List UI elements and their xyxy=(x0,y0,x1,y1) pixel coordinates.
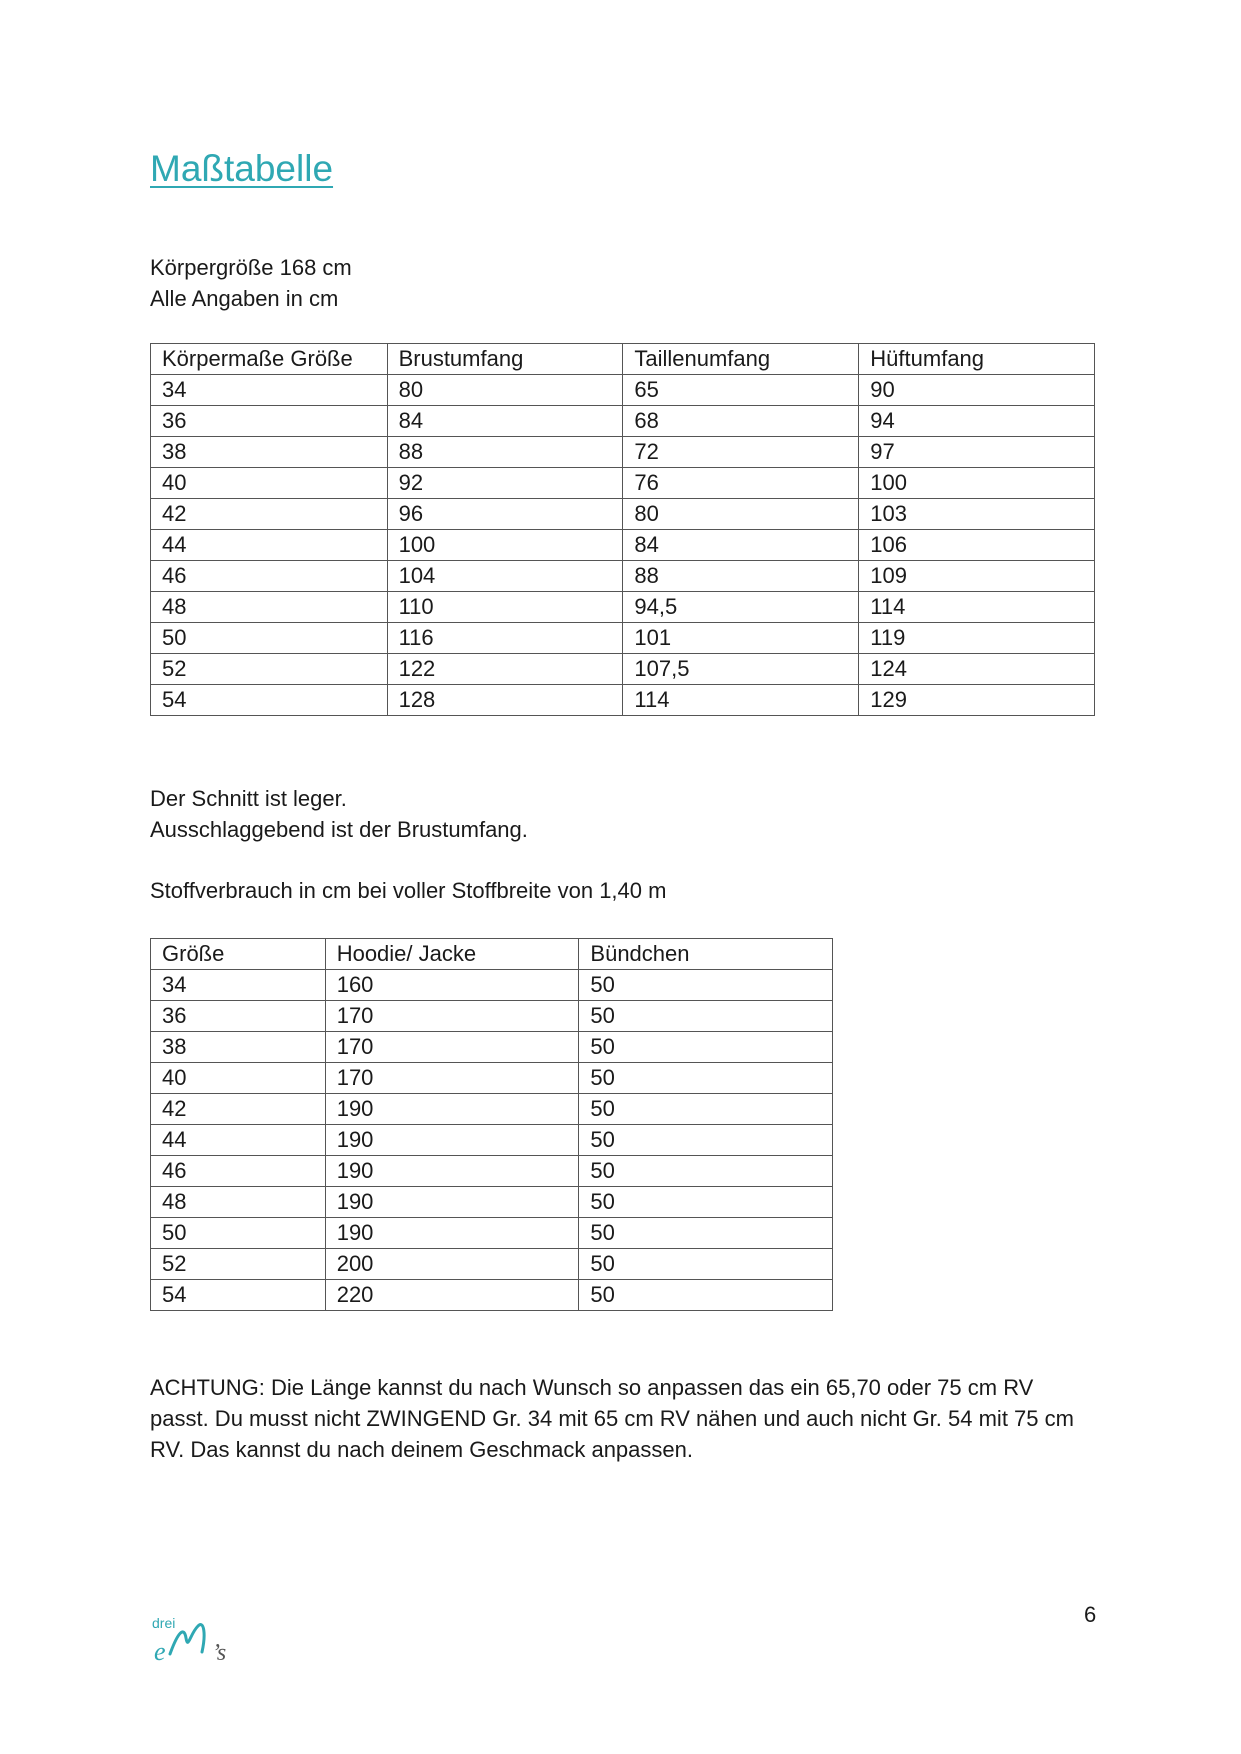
table-cell: 50 xyxy=(579,1280,833,1311)
measurement-table xyxy=(150,343,1095,716)
table-cell: 94 xyxy=(859,406,1095,437)
table-cell: 46 xyxy=(151,1156,326,1187)
table-cell: 50 xyxy=(151,623,388,654)
page-title: Maßtabelle xyxy=(150,148,334,189)
table-row xyxy=(151,1249,833,1280)
table-cell: 190 xyxy=(325,1125,579,1156)
table-cell: 36 xyxy=(151,406,388,437)
table-cell: 54 xyxy=(151,1280,326,1311)
table-header-cell: Taillenumfang xyxy=(623,344,859,375)
table-cell: 40 xyxy=(151,468,388,499)
table-cell: 170 xyxy=(325,1032,579,1063)
table-cell: 92 xyxy=(387,468,623,499)
table-cell: 88 xyxy=(623,561,859,592)
table-cell: 170 xyxy=(325,1001,579,1032)
units-note-text: Alle Angaben in cm xyxy=(150,286,339,311)
table-cell: 50 xyxy=(579,1187,833,1218)
table-row xyxy=(151,1032,833,1063)
table-cell: 52 xyxy=(151,1249,326,1280)
table-cell: 84 xyxy=(387,406,623,437)
table-row xyxy=(151,1001,833,1032)
table-cell: 48 xyxy=(151,592,388,623)
table-row xyxy=(151,970,833,1001)
table-cell: 42 xyxy=(151,499,388,530)
table-cell: 42 xyxy=(151,1094,326,1125)
table-cell: 76 xyxy=(623,468,859,499)
table-cell: 84 xyxy=(623,530,859,561)
table-cell: 65 xyxy=(623,375,859,406)
table-cell: 36 xyxy=(151,1001,326,1032)
warning-note xyxy=(150,1372,1080,1465)
table-row xyxy=(151,530,1095,561)
table-cell: 190 xyxy=(325,1218,579,1249)
table-header-cell: Körpermaße Größe xyxy=(151,344,388,375)
table-cell: 114 xyxy=(623,685,859,716)
table-cell: 124 xyxy=(859,654,1095,685)
table-header-cell: Hüftumfang xyxy=(859,344,1095,375)
table-cell: 114 xyxy=(859,592,1095,623)
table-cell: 38 xyxy=(151,1032,326,1063)
table-cell: 50 xyxy=(579,1249,833,1280)
table-cell: 50 xyxy=(579,1156,833,1187)
table-cell: 40 xyxy=(151,1063,326,1094)
table-cell: 190 xyxy=(325,1187,579,1218)
table-cell: 190 xyxy=(325,1156,579,1187)
table-cell: 116 xyxy=(387,623,623,654)
table-row xyxy=(151,592,1095,623)
table-cell: 80 xyxy=(623,499,859,530)
table-row xyxy=(151,1063,833,1094)
fit-note xyxy=(150,783,528,845)
table-cell: 119 xyxy=(859,623,1095,654)
table-row xyxy=(151,623,1095,654)
table-cell: 46 xyxy=(151,561,388,592)
table-row xyxy=(151,654,1095,685)
logo-letter-e: e xyxy=(154,1637,166,1666)
table-cell: 38 xyxy=(151,437,388,468)
table-cell: 96 xyxy=(387,499,623,530)
table-row xyxy=(151,406,1095,437)
table-cell: 160 xyxy=(325,970,579,1001)
table-row xyxy=(151,561,1095,592)
table-cell: 44 xyxy=(151,530,388,561)
table-row xyxy=(151,375,1095,406)
table-cell: 200 xyxy=(325,1249,579,1280)
table-cell: 100 xyxy=(387,530,623,561)
table-cell: 101 xyxy=(623,623,859,654)
fabric-usage-table xyxy=(150,938,833,1311)
table-cell: 34 xyxy=(151,375,388,406)
table-cell: 100 xyxy=(859,468,1095,499)
table-cell: 50 xyxy=(579,1063,833,1094)
page-number: 6 xyxy=(1084,1602,1097,1627)
table-header-cell: Hoodie/ Jacke xyxy=(325,939,579,970)
logo-text-top: drei xyxy=(152,1615,176,1631)
table-cell: 109 xyxy=(859,561,1095,592)
fabric-caption xyxy=(150,875,666,906)
table-cell: 44 xyxy=(151,1125,326,1156)
table-row xyxy=(151,1094,833,1125)
table-cell: 52 xyxy=(151,654,388,685)
table-cell: 50 xyxy=(579,1125,833,1156)
table-cell: 106 xyxy=(859,530,1095,561)
table-cell: 50 xyxy=(579,1218,833,1249)
table-cell: 107,5 xyxy=(623,654,859,685)
table-cell: 72 xyxy=(623,437,859,468)
table-row xyxy=(151,1218,833,1249)
table-cell: 68 xyxy=(623,406,859,437)
table-row xyxy=(151,437,1095,468)
fit-note-line: Der Schnitt ist leger. xyxy=(150,786,347,811)
table-row xyxy=(151,499,1095,530)
table-cell: 220 xyxy=(325,1280,579,1311)
table-cell: 128 xyxy=(387,685,623,716)
body-height-text: Körpergröße 168 cm xyxy=(150,255,352,280)
table-cell: 50 xyxy=(151,1218,326,1249)
table-header-cell: Brustumfang xyxy=(387,344,623,375)
table-cell: 50 xyxy=(579,1094,833,1125)
table-cell: 97 xyxy=(859,437,1095,468)
table-cell: 103 xyxy=(859,499,1095,530)
table-row xyxy=(151,1280,833,1311)
table-header-row xyxy=(151,939,833,970)
table-cell: 48 xyxy=(151,1187,326,1218)
warning-text: ACHTUNG: Die Länge kannst du nach Wunsch so anpassen das ein 65,70 oder 75 cm RV passt. Du musst nicht ZWINGEND Gr. 34 mit 65 cm RV nähen und auch nicht Gr. 54 mit 75 cm RV. Das kannst du nach deinem Geschmack anpassen. xyxy=(150,1375,1074,1462)
logo-letter-s: ’s xyxy=(212,1640,227,1666)
table-row xyxy=(151,1187,833,1218)
table-cell: 90 xyxy=(859,375,1095,406)
table-cell: 170 xyxy=(325,1063,579,1094)
table-cell: 88 xyxy=(387,437,623,468)
table-header-row xyxy=(151,344,1095,375)
table-row xyxy=(151,685,1095,716)
table-header-cell: Größe xyxy=(151,939,326,970)
fabric-caption-text: Stoffverbrauch in cm bei voller Stoffbreite von 1,40 m xyxy=(150,878,667,903)
table-cell: 54 xyxy=(151,685,388,716)
table-row xyxy=(151,468,1095,499)
table-header-cell: Bündchen xyxy=(579,939,833,970)
table-cell: 94,5 xyxy=(623,592,859,623)
table-cell: 50 xyxy=(579,1001,833,1032)
bust-decisive-line: Ausschlaggebend ist der Brustumfang. xyxy=(150,817,528,842)
table-row xyxy=(151,1156,833,1187)
table-cell: 80 xyxy=(387,375,623,406)
table-cell: 34 xyxy=(151,970,326,1001)
table-cell: 50 xyxy=(579,1032,833,1063)
table-cell: 50 xyxy=(579,970,833,1001)
table-cell: 110 xyxy=(387,592,623,623)
table-cell: 129 xyxy=(859,685,1095,716)
intro-text xyxy=(150,252,352,314)
table-row xyxy=(151,1125,833,1156)
table-cell: 190 xyxy=(325,1094,579,1125)
table-cell: 122 xyxy=(387,654,623,685)
brand-logo xyxy=(150,1612,240,1672)
table-cell: 104 xyxy=(387,561,623,592)
